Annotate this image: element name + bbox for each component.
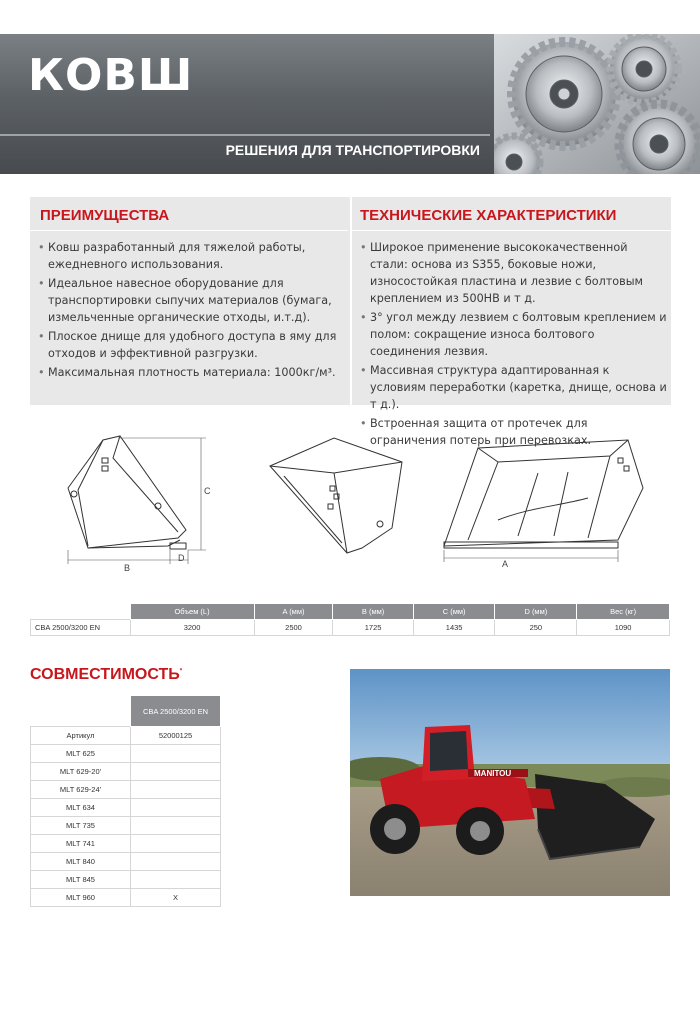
table-cell: 2500	[254, 620, 333, 636]
table-row	[31, 763, 221, 781]
table-cell: 1725	[333, 620, 413, 636]
technical-section	[350, 197, 673, 447]
list-item: • Плоское днище для удобного доступа в яму для отходов и эффективной разгрузки.	[38, 328, 342, 362]
dim-b-label: B	[124, 563, 131, 573]
table-cell: 1435	[413, 620, 495, 636]
gears-image	[494, 34, 700, 174]
table-row	[31, 871, 221, 889]
dim-c-label: C	[204, 486, 211, 496]
table-cell: 52000125	[131, 727, 221, 745]
table-cell	[131, 799, 221, 817]
brand-text: MANITOU	[474, 769, 512, 778]
table-row	[31, 799, 221, 817]
table-cell	[131, 853, 221, 871]
compatibility-table	[30, 695, 221, 907]
table-cell	[131, 817, 221, 835]
table-cell	[131, 835, 221, 853]
table-row	[31, 781, 221, 799]
dim-d-label: D	[178, 553, 185, 563]
list-item: • Максимальная плотность материала: 1000кг/м³.	[38, 364, 342, 381]
compatibility-title	[30, 666, 182, 684]
header-banner	[0, 34, 700, 174]
table-row	[31, 727, 221, 745]
table-row	[31, 853, 221, 871]
list-item: • Идеальное навесное оборудование для транспортировки сыпучих материалов (бумага, измельченные органические отходы, и.т.д).	[38, 275, 342, 326]
table-cell	[131, 763, 221, 781]
technical-title: ТЕХНИЧЕСКИЕ ХАРАКТЕРИСТИКИ	[360, 207, 617, 224]
advantages-section	[30, 197, 348, 405]
row-label: MLT 629-20'	[31, 763, 131, 781]
technical-list	[360, 239, 667, 451]
list-item: • Встроенная защита от протечек для ограничения потерь при перевозках.	[360, 415, 667, 449]
page-subtitle: РЕШЕНИЯ ДЛЯ ТРАНСПОРТИРОВКИ	[225, 142, 480, 158]
column-header: B (мм)	[333, 604, 413, 620]
row-label: MLT 735	[31, 817, 131, 835]
row-label: MLT 629-24'	[31, 781, 131, 799]
column-header: A (мм)	[254, 604, 333, 620]
table-cell: X	[131, 889, 221, 907]
row-label: Артикул	[31, 727, 131, 745]
advantages-list	[38, 239, 342, 383]
table-corner	[31, 696, 131, 727]
list-item: • 3° угол между лезвием с болтовым креплением и полом: сокращение износа болтового соединения лезвия.	[360, 309, 667, 360]
bucket-front-diagram	[438, 428, 650, 573]
telehandler-photo	[350, 669, 670, 896]
table-header-row	[31, 604, 670, 620]
technical-divider	[352, 230, 673, 231]
table-row	[31, 620, 670, 636]
bucket-side-diagram	[58, 428, 223, 573]
table-row	[31, 835, 221, 853]
footnote-mark: *	[179, 668, 183, 675]
list-item: • Широкое применение высококачественной стали: основа из S355, боковые ножи, износостойкая пластина и лезвие с болтовым креплением из 500HB и т д.	[360, 239, 667, 307]
row-label: MLT 741	[31, 835, 131, 853]
table-cell: 3200	[130, 620, 254, 636]
table-cell	[131, 781, 221, 799]
dim-a-label: A	[502, 559, 509, 569]
table-header-row	[31, 696, 221, 727]
model-cell: CBA 2500/3200 EN	[31, 620, 131, 636]
column-header: C (мм)	[413, 604, 495, 620]
column-header: D (мм)	[495, 604, 577, 620]
table-row	[31, 745, 221, 763]
list-item: • Массивная структура адаптированная к условиям переработки (каретка, днище, основа и т д.).	[360, 362, 667, 413]
features-panel	[30, 197, 671, 447]
table-row	[31, 889, 221, 907]
bucket-top-diagram	[262, 428, 412, 573]
table-row	[31, 817, 221, 835]
table-cell: 1090	[577, 620, 670, 636]
header-divider	[0, 134, 490, 136]
row-label: MLT 840	[31, 853, 131, 871]
row-label: MLT 625	[31, 745, 131, 763]
row-label: MLT 845	[31, 871, 131, 889]
page-title: КОВШ	[28, 50, 194, 101]
advantages-title: ПРЕИМУЩЕСТВА	[40, 207, 170, 224]
table-cell: 250	[495, 620, 577, 636]
column-header: CBA 2500/3200 EN	[131, 696, 221, 727]
table-cell	[131, 745, 221, 763]
compatibility-title-text: СОВМЕСТИМОСТЬ	[30, 666, 180, 683]
table-corner	[31, 604, 131, 620]
specs-table	[30, 603, 670, 636]
row-label: MLT 634	[31, 799, 131, 817]
advantages-divider	[30, 230, 348, 231]
column-header: Вес (кг)	[577, 604, 670, 620]
column-header: Объем (L)	[130, 604, 254, 620]
row-label: MLT 960	[31, 889, 131, 907]
table-cell	[131, 871, 221, 889]
list-item: • Ковш разработанный для тяжелой работы, ежедневного использования.	[38, 239, 342, 273]
